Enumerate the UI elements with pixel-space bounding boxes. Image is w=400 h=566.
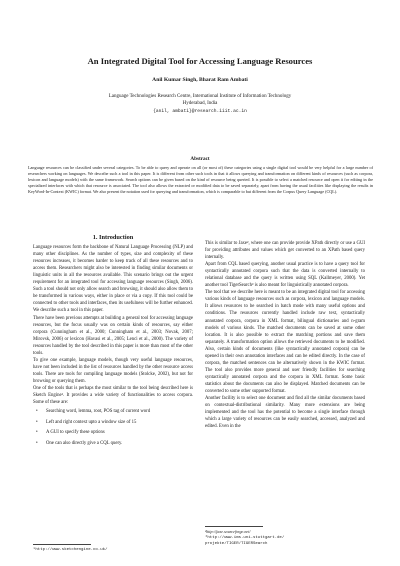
body-paragraph: This is similar to Jaxe², where one can provide provide XPath directly or use a GUI for providing attributes and values which get converted to an XPath based query internally. [205, 241, 365, 261]
section-heading-introduction: 1. Introduction [92, 234, 134, 241]
footnote-jaxe[interactable]: ²http://jaxe.sourceforge.net/ [205, 529, 251, 534]
footnote-tigersearch[interactable] [205, 536, 284, 547]
list-item: • A GUI to specify these options [33, 429, 193, 436]
body-paragraph: Language resources form the backbone of Natural Language Processing (NLP) and many other disciplines. As the number of types, size and complexity of these resources increases, it becomes harder to keep track of all these resources and to access them. Researchers might also be interested in finding similar documents or linguistic units in all the resources available. This scenario brings out the urgent requirement for an integrated tool for accessing language resources (Singh, 2006). Such a tool should not only allow search and browsing, it should also allow them to be transformed in various ways, either in place or via a copy. If this tool could be connected to other tools and interfaces, then its usefulness will be further enhanced. We describe such a tool in this paper. [33, 245, 193, 314]
abstract-text: Language resources can be classified under several categories. To be able to query and operate on all (or most of) these categories using a single digital tool would be very helpful for a large number of researchers working on languages. We describe such a tool in this paper. It is different from other such tools in that it allows querying and transformation on different kinds of resources (such as corpora, lexicon and language models) with the same framework. Search options can be given based on the kind of resource being queried. It is possible to select a matched resource and open it for editing in the specialized interfaces with which that resource is associated. The tool also allows the extracted or modified data to be saved separately, apart from having the usual facilities like displaying the results in KeyWord-In-Context (KWIC) format. We also present the notation used for querying and transformation, which is comparable to but different from the Corpus Query Language (CQL). [28, 165, 373, 194]
affiliation-line-2: Hyderabad, India [182, 101, 218, 107]
footnote-rule [205, 526, 263, 527]
affiliation-line-1: Language Technologies Research Centre, International Institute of Information Technology [108, 94, 292, 99]
footnote-rule [33, 544, 91, 545]
body-paragraph: To give one example, language models, though very useful language resources, have not been included in the list of resources handled by the other resource access tools. There are tools for compiling language models (Stolcke, 2002), but not for browsing or querying them. [33, 357, 193, 384]
list-item: • Left and right context upto a window size of 15 [33, 419, 193, 426]
body-paragraph: The tool that we describe here is meant to be an integrated digital tool for accessing various kinds of language resources such as corpora, lexicon and language models. It allows resources to be searched in batch mode with many useful options and conditions. The resources currently handled include raw text, syntactically annotated corpora, corpora in XML format, bilingual dictionaries and n-gram models of various kinds. The matched documents can be saved at some other location. It is also possible to extract the matching portions and save them separately. A transformation option allows the retrieved documents to be modified. Also, certain kinds of documents (like syntactically annotated corpora) can be opened in their own annotation interfaces and can be edited directly. In the case of corpora, the matched sentences can be alternatively shown in the KWIC format. The tool also provides more general and user friendly facilities for searching syntactically annotated corpora and the corpora in XML format. Some basic statistics about the documents can also be displayed. Matched documents can be converted to some other supported format. [205, 290, 365, 394]
footnote-sketchengine[interactable]: ¹http://www.sketchengine.co.uk/ [33, 548, 108, 552]
footnote-tigersearch-line-1: ³http://www.ims.uni-stuttgart.de/ [205, 536, 285, 540]
list-item: • One can also directly give a CQL query. [33, 440, 193, 447]
paper-title: An Integrated Digital Tool for Accessing Language Resources [87, 56, 313, 66]
body-paragraph: Another facility is to select one document and find all the similar documents based on contextual-distributional similarity. Many more extensions are being implemented and the tool has the potential to become a single interface through which a large variety of resources can be easily searched, accessed, analyzed and edited. Even in the [205, 396, 365, 430]
abstract-heading: Abstract [190, 156, 210, 162]
affiliation-block [0, 93, 400, 115]
footnote-tigersearch-line-2: projekte/TIGER/TIGERSearch [205, 541, 268, 546]
body-paragraph: There have been previous attempts at building a general tool for accessing language resources, but the focus usually was on certain kinds of resources, say either corpora (Cunningham et al., 2000; Cunningham et al., 2003; Novak, 2007; Mirovsk, 2006) or lexicon (Havasi et al., 2005; Lenci et al., 2000). The variety of resources handled by the tool described in this paper is more than most of the other tools. [33, 315, 193, 356]
feature-list [33, 408, 193, 447]
right-column [205, 240, 365, 430]
list-item: • Searching word, lemma, root, POS tag of current word [33, 408, 193, 415]
author-email[interactable]: {anil, ambati}@research.iiit.ac.in [153, 108, 247, 114]
body-paragraph: One of the tools that is perhaps the most similar to the tool being described here is Sketch Engine¹. It provides a wide variety of functionalities to access corpora. Some of these are: [33, 385, 193, 406]
paper-authors: Anil Kumar Singh, Bharat Ram Ambati [152, 77, 248, 83]
body-paragraph: Apart from CQL based querying, another usual practice is to have a query tool for syntactically annotated corpora such that the data is converted internally to relational database and the query is written using SQL (Kallmeyer, 2000). Yet another tool TigerSearch³ is also meant for linguistically annotated corpora. [205, 262, 365, 289]
left-column [33, 234, 193, 450]
